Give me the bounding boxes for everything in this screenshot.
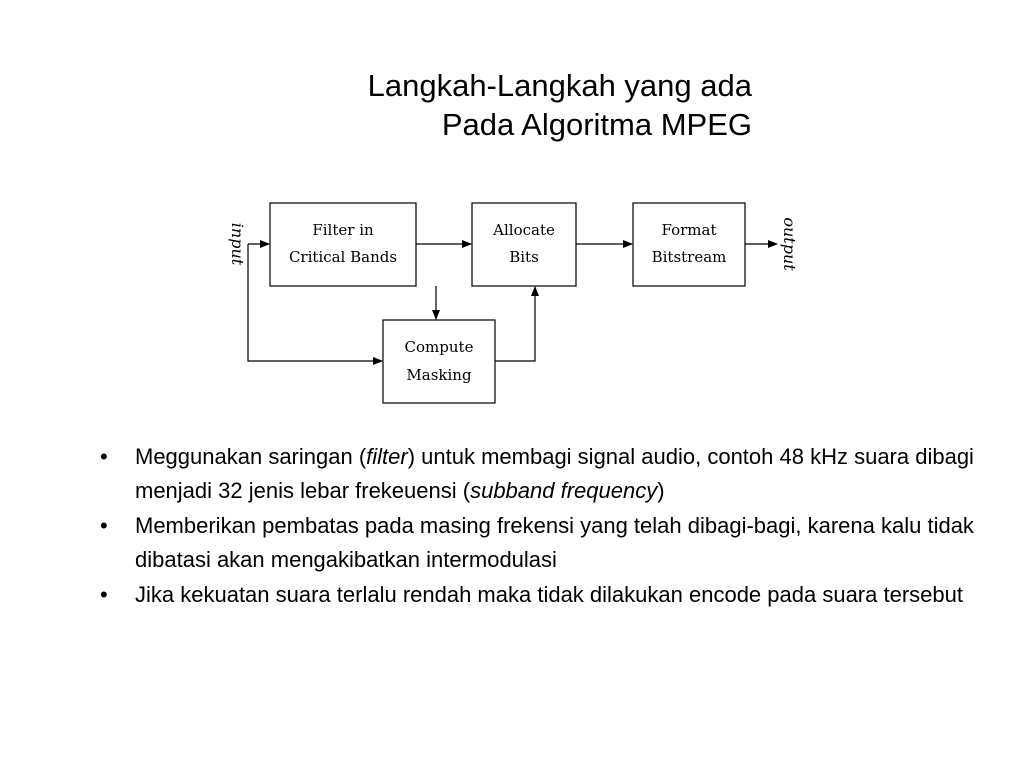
masking-box-line-2: Masking: [406, 366, 472, 384]
masking-box-line-1: Compute: [404, 338, 474, 356]
masking-box: [383, 320, 495, 403]
italic-filter: filter: [366, 444, 408, 469]
title-line-1: Langkah-Langkah yang ada: [367, 68, 752, 103]
format-box-line-1: Format: [661, 221, 717, 239]
input-label: input: [228, 222, 247, 266]
italic-subband: subband frequency: [470, 478, 658, 503]
bullet-list: [100, 440, 980, 613]
output-label: output: [780, 217, 799, 271]
allocate-box-line-1: Allocate: [493, 221, 555, 239]
bullet-item-2: • Memberikan pembatas pada masing frekensi yang telah dibagi-bagi, karena kalu tidak dibatasi akan mengakibatkan intermodulasi: [100, 509, 980, 577]
filter-box-line-2: Critical Bands: [288, 248, 398, 266]
allocate-box: [472, 203, 576, 286]
allocate-box-line-2: Bits: [509, 248, 539, 266]
title-line-2: Pada Algoritma MPEG: [441, 107, 752, 142]
filter-box-line-1: Filter in: [312, 221, 374, 239]
bullet-item-3: • Jika kekuatan suara terlalu rendah maka tidak dilakukan encode pada suara tersebut: [100, 578, 980, 612]
arrow-masking-to-allocate: [495, 287, 535, 361]
format-box-line-2: Bitstream: [651, 248, 727, 266]
filter-box: [270, 203, 416, 286]
format-box: [633, 203, 745, 286]
bullet-item-1: • Meggunakan saringan (filter) untuk membagi signal audio, contoh 48 kHz suara dibagi menjadi 32 jenis lebar frekeuensi (subband frequency): [100, 440, 980, 508]
